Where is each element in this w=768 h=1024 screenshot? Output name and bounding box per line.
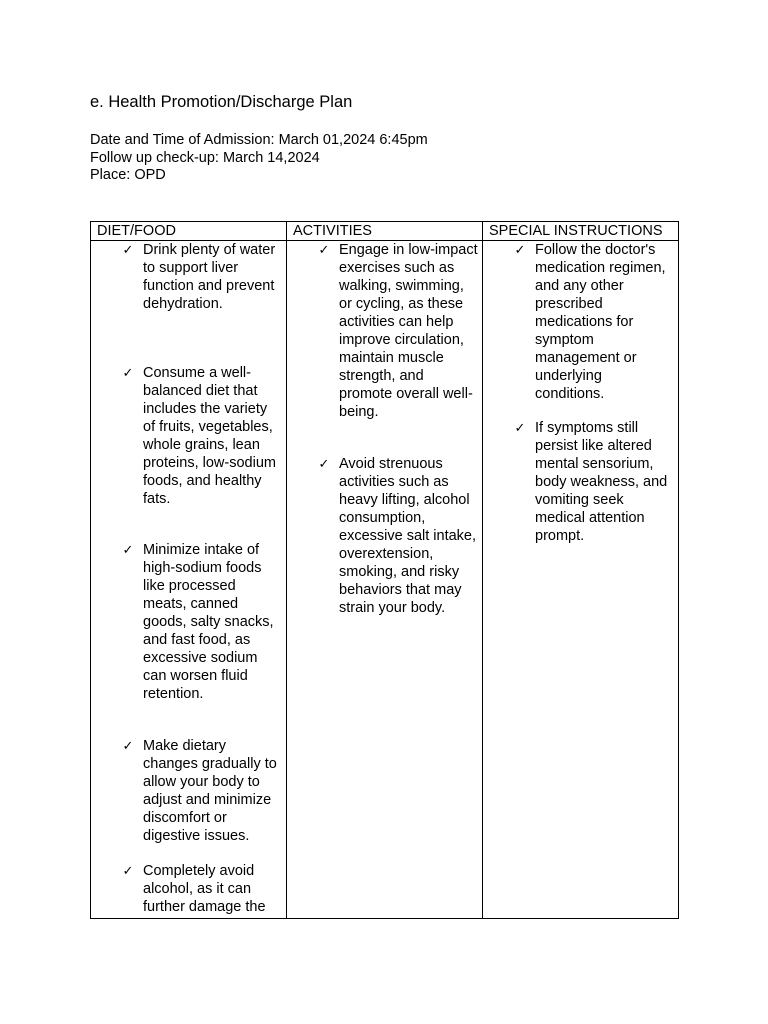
list-item-text: Engage in low-impact exercises such as walking, swimming, or cycling, as these activities can help improve circulation, maintain muscle strength, and promote overall well-being. <box>339 242 478 420</box>
checkmark-icon: ✓ <box>122 242 134 257</box>
list-item-text: Drink plenty of water to support liver function and prevent dehydration. <box>143 242 276 312</box>
list-item <box>91 737 286 862</box>
activities-cell <box>287 241 483 919</box>
list-item <box>483 241 678 419</box>
column-header-special-instructions: SPECIAL INSTRUCTIONS <box>483 222 679 241</box>
special-instructions-list <box>483 241 678 545</box>
list-item <box>91 862 286 916</box>
list-item <box>91 364 286 541</box>
follow-up-date: Follow up check-up: March 14,2024 <box>90 149 320 166</box>
special-instructions-cell <box>483 241 679 919</box>
checkmark-icon: ✓ <box>122 542 134 557</box>
list-item <box>91 541 286 737</box>
table-row <box>91 241 679 919</box>
checkmark-icon: ✓ <box>122 738 134 753</box>
checkmark-icon: ✓ <box>122 863 134 878</box>
checkmark-icon: ✓ <box>514 242 526 257</box>
list-item-text: Consume a well-balanced diet that includes the variety of fruits, vegetables, whole grains, lean proteins, low-sodium foods, and healthy fats. <box>143 365 276 507</box>
list-item <box>287 455 482 617</box>
list-item <box>483 419 678 545</box>
admission-date-time: Date and Time of Admission: March 01,2024 6:45pm <box>90 132 428 148</box>
checkmark-icon: ✓ <box>514 420 526 435</box>
diet-cell <box>91 241 287 919</box>
checkmark-icon: ✓ <box>318 242 330 257</box>
admission-details <box>90 132 428 185</box>
list-item-text: If symptoms still persist like altered mental sensorium, body weakness, and vomiting seek medical attention prompt. <box>535 420 668 544</box>
list-item-text: Follow the doctor's medication regimen, and any other prescribed medications for symptom management or underlying conditions. <box>535 242 666 402</box>
list-item-text: Completely avoid alcohol, as it can further damage the <box>143 863 266 915</box>
list-item <box>91 241 286 364</box>
list-item <box>287 241 482 455</box>
list-item-text: Minimize intake of high-sodium foods like processed meats, canned goods, salty snacks, and fast food, as excessive sodium can worsen fluid retention. <box>143 542 274 702</box>
list-item-text: Avoid strenuous activities such as heavy lifting, alcohol consumption, excessive salt intake, overextension, smoking, and risky behaviors that may strain your body. <box>339 456 477 616</box>
page-title: e. Health Promotion/Discharge Plan <box>90 93 353 111</box>
place: Place: OPD <box>90 167 166 183</box>
table-header-row <box>91 222 679 241</box>
activities-list <box>287 241 482 617</box>
column-header-activities: ACTIVITIES <box>287 222 483 241</box>
list-item-text: Make dietary changes gradually to allow your body to adjust and minimize discomfort or digestive issues. <box>143 738 277 844</box>
checkmark-icon: ✓ <box>318 456 330 471</box>
diet-list <box>91 241 286 916</box>
checkmark-icon: ✓ <box>122 365 134 380</box>
discharge-plan-table <box>90 221 679 919</box>
column-header-diet: DIET/FOOD <box>91 222 287 241</box>
